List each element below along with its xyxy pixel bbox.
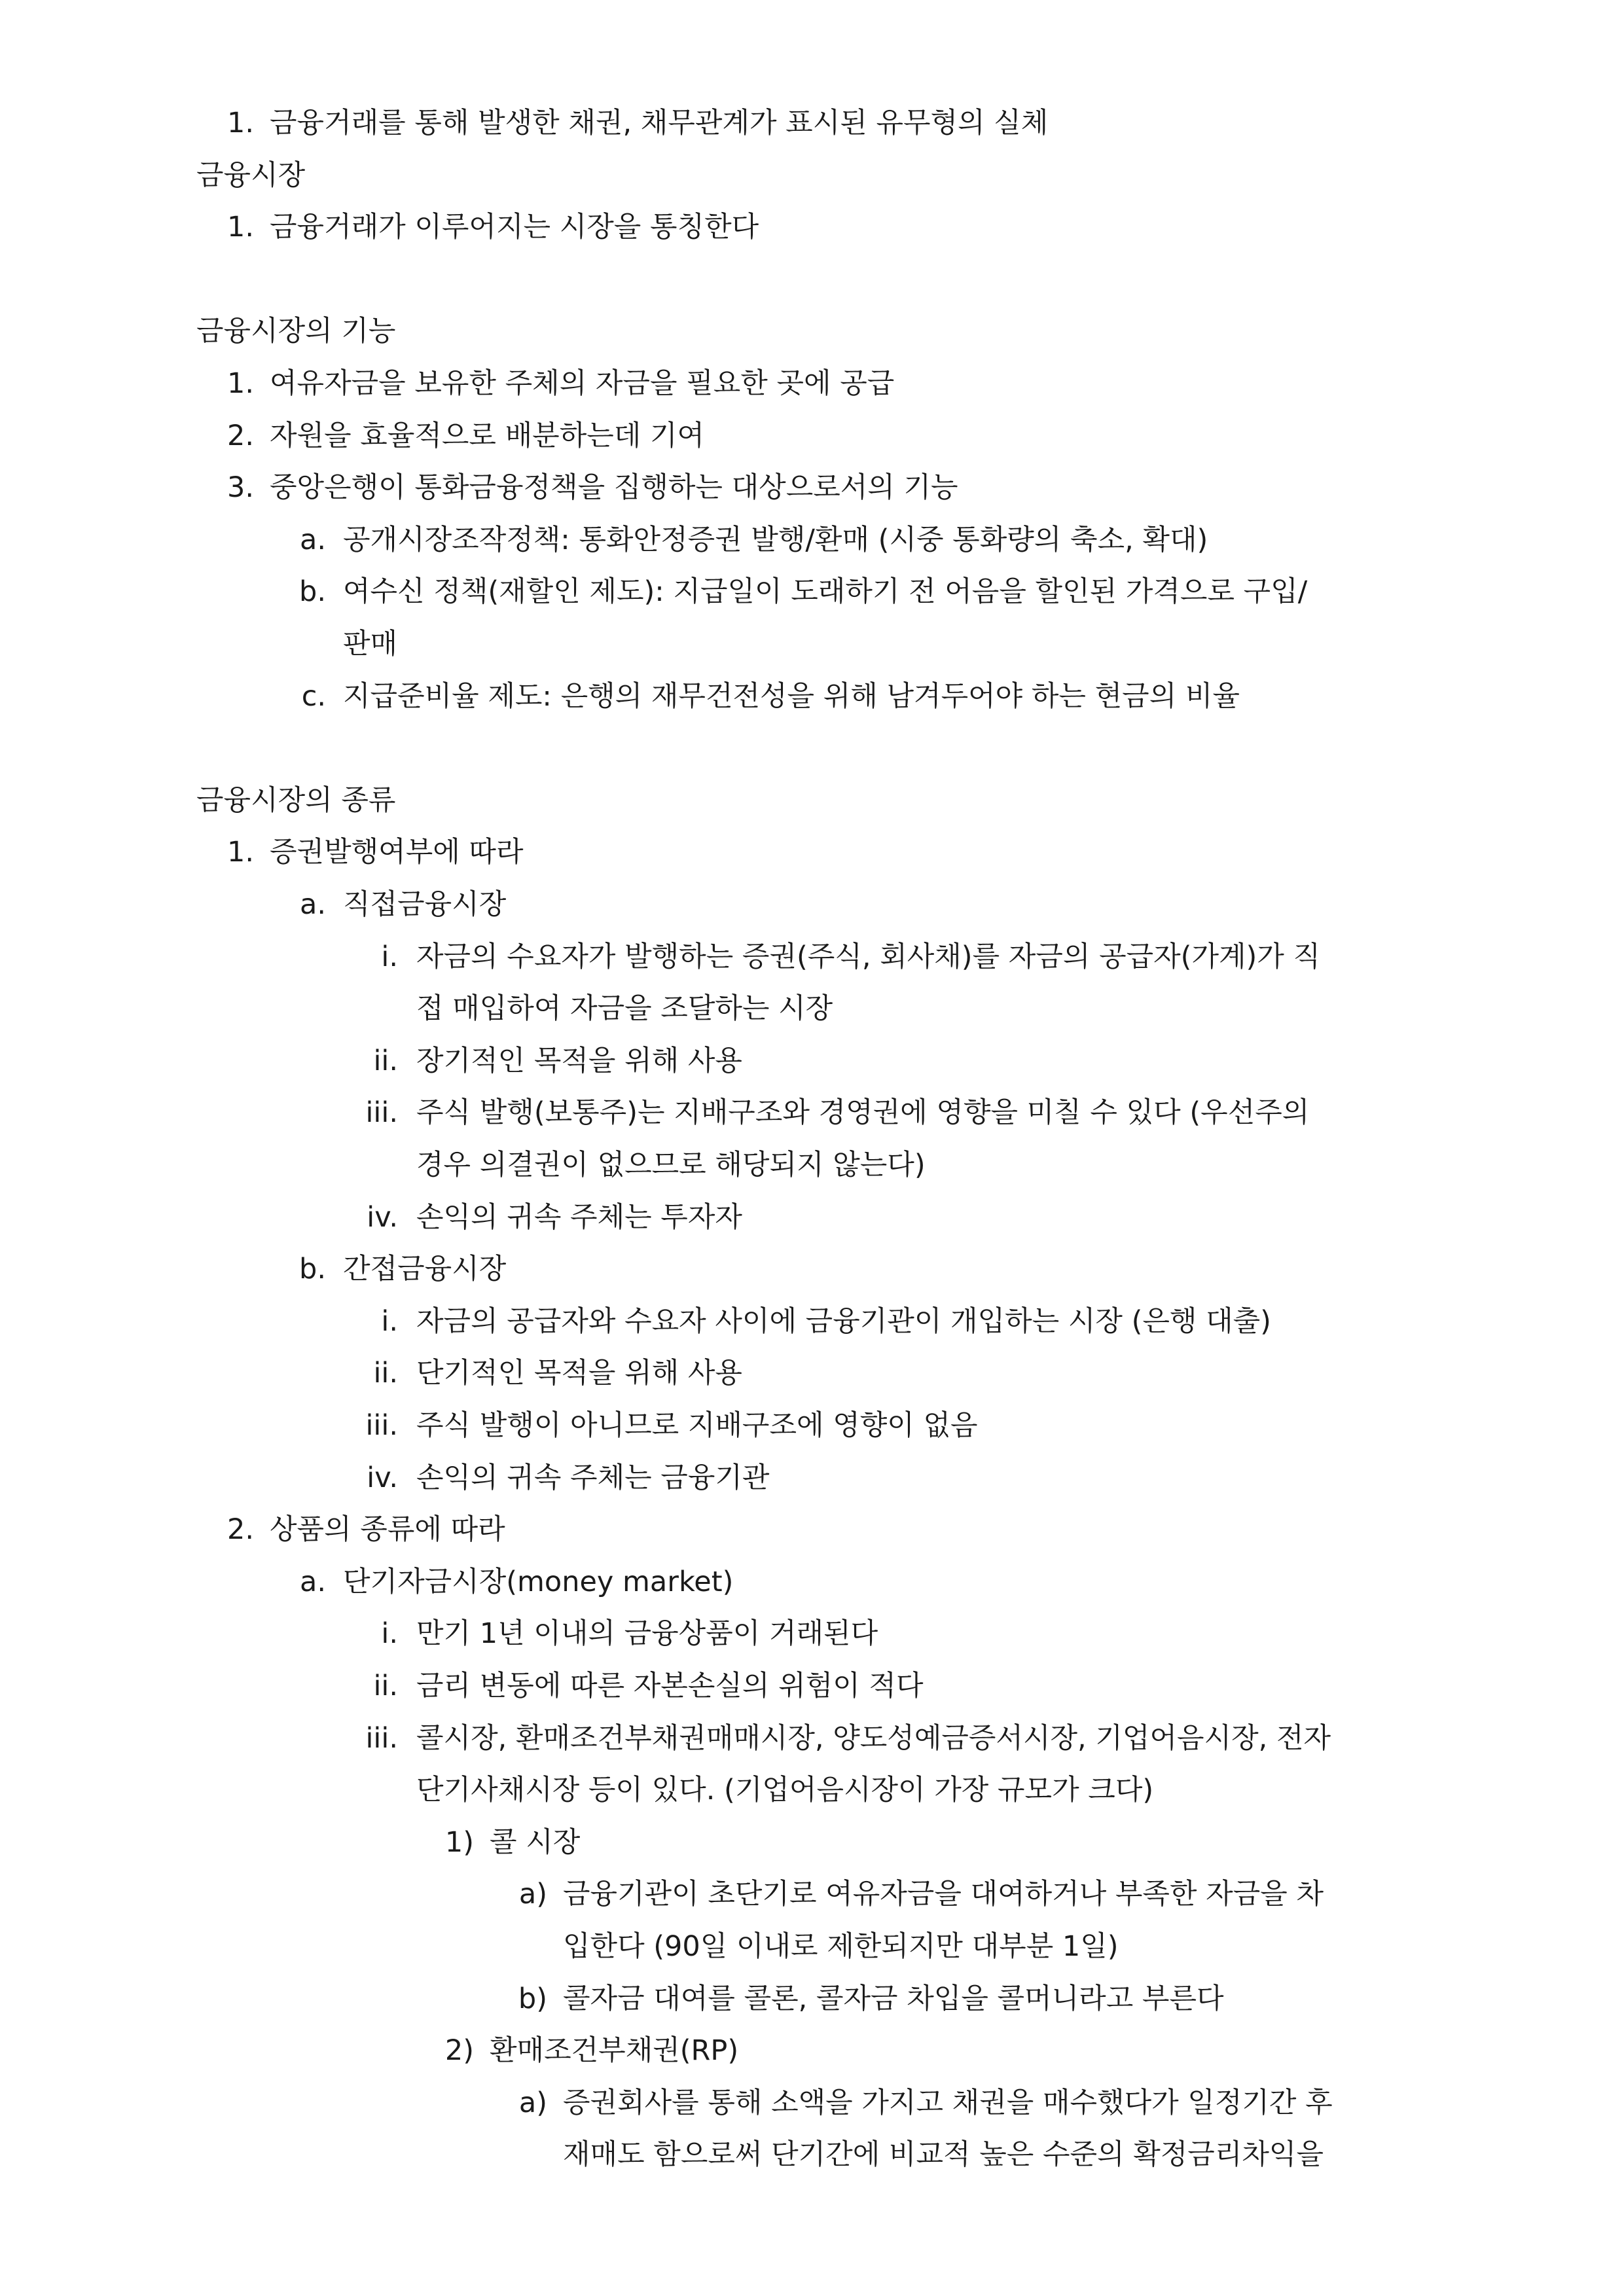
list-item <box>0 461 1624 514</box>
list-text: 환매조건부채권(RP) <box>490 2034 739 2068</box>
list-item <box>0 1452 1624 1504</box>
list-item <box>0 514 1624 566</box>
list-text: 손익의 귀속 주체는 금융기관 <box>416 1461 770 1494</box>
list-marker: 2. <box>226 419 254 452</box>
list-item <box>0 1973 1624 2025</box>
list-marker: i. <box>381 1304 398 1338</box>
list-item <box>0 565 1624 618</box>
list-marker: 3. <box>226 471 254 505</box>
section-heading <box>0 149 1624 202</box>
list-text: 직접금융시장 <box>343 888 507 921</box>
list-marker: 1. <box>226 367 254 400</box>
list-item <box>0 1035 1624 1087</box>
list-marker: ii. <box>373 1044 398 1077</box>
list-marker: 1) <box>444 1825 474 1859</box>
list-item <box>0 878 1624 931</box>
section-heading <box>0 253 1624 306</box>
list-text: 입한다 (90일 이내로 제한되지만 대부분 1일) <box>563 1930 1119 1963</box>
list-text: 여유자금을 보유한 주체의 자금을 필요한 곳에 공급 <box>270 367 895 400</box>
list-item <box>0 1764 1624 1816</box>
list-item <box>0 826 1624 878</box>
list-text: 단기자금시장(money market) <box>343 1565 734 1598</box>
list-item <box>0 618 1624 670</box>
list-text: 만기 1년 이내의 금융상품이 거래된다 <box>416 1617 878 1651</box>
list-marker: 2. <box>226 1513 254 1547</box>
list-item <box>0 1660 1624 1712</box>
list-item <box>0 1920 1624 1973</box>
list-item <box>0 2128 1624 2181</box>
list-text: 중앙은행이 통화금융정책을 집행하는 대상으로서의 기능 <box>270 471 958 505</box>
list-marker: b) <box>518 1982 547 2015</box>
list-item <box>0 2077 1624 2129</box>
list-marker: b. <box>299 1253 326 1286</box>
list-item <box>0 357 1624 410</box>
list-text: 단기사채시장 등이 있다. (기업어음시장이 가장 규모가 크다) <box>416 1774 1154 1807</box>
list-item <box>0 97 1624 149</box>
list-text: 경우 의결권이 없으므로 해당되지 않는다) <box>416 1149 926 1181</box>
list-item <box>0 1191 1624 1244</box>
list-marker: 1. <box>226 211 254 244</box>
section-heading <box>0 774 1624 827</box>
list-marker: i. <box>381 1617 398 1651</box>
list-item <box>0 1607 1624 1660</box>
list-text: 주식 발행이 아니므로 지배구조에 영향이 없음 <box>416 1409 978 1442</box>
list-text: 콜시장, 환매조건부채권매매시장, 양도성예금증서시장, 기업어음시장, 전자 <box>416 1721 1331 1755</box>
list-item <box>0 1399 1624 1452</box>
list-text: 장기적인 목적을 위해 사용 <box>416 1044 742 1077</box>
list-item <box>0 1816 1624 1869</box>
list-text: 금융시장의 종류 <box>196 783 396 817</box>
list-text: 단기적인 목적을 위해 사용 <box>416 1357 742 1390</box>
list-marker: a) <box>518 1878 547 1911</box>
list-item <box>0 931 1624 983</box>
list-text: 금리 변동에 따른 자본손실의 위험이 적다 <box>416 1670 924 1702</box>
section-heading <box>0 305 1624 357</box>
list-item <box>0 1712 1624 1765</box>
list-text: 콜자금 대여를 콜론, 콜자금 차입을 콜머니라고 부른다 <box>563 1982 1224 2015</box>
section-heading <box>0 722 1624 774</box>
list-marker: 1. <box>226 107 254 139</box>
list-text: 판매 <box>343 628 398 660</box>
list-marker: ii. <box>373 1357 398 1390</box>
list-text: 자금의 수요자가 발행하는 증권(주식, 회사채)를 자금의 공급자(가계)가 직 <box>416 940 1321 973</box>
list-item <box>0 1295 1624 1348</box>
list-item <box>0 410 1624 462</box>
list-text: 간접금융시장 <box>343 1253 507 1286</box>
list-item <box>0 1243 1624 1295</box>
list-item <box>0 201 1624 253</box>
list-marker: a) <box>518 2086 547 2119</box>
list-text: 자금의 공급자와 수요자 사이에 금융기관이 개입하는 시장 (은행 대출) <box>416 1304 1271 1338</box>
list-marker: a. <box>299 888 326 921</box>
list-marker: 2) <box>444 2034 474 2068</box>
list-marker: iv. <box>367 1200 398 1234</box>
list-text: 자원을 효율적으로 배분하는데 기여 <box>270 419 705 452</box>
list-item <box>0 2024 1624 2077</box>
list-marker: ii. <box>373 1670 398 1702</box>
list-item <box>0 1556 1624 1608</box>
list-marker: iii. <box>365 1721 398 1755</box>
list-marker: iii. <box>365 1096 398 1130</box>
list-text: 증권발행여부에 따라 <box>270 836 524 869</box>
list-text: 증권회사를 통해 소액을 가지고 채권을 매수했다가 일정기간 후 <box>563 2086 1333 2119</box>
list-marker: iii. <box>365 1409 398 1442</box>
list-marker: a. <box>299 523 326 556</box>
list-text: 금융시장의 기능 <box>196 315 396 348</box>
list-text: 금융거래를 통해 발생한 채권, 채무관계가 표시된 유무형의 실체 <box>270 107 1049 139</box>
list-item <box>0 670 1624 723</box>
list-marker: i. <box>381 940 398 973</box>
list-text: 공개시장조작정책: 통화안정증권 발행/환매 (시중 통화량의 축소, 확대) <box>343 523 1208 556</box>
list-text: 상품의 종류에 따라 <box>270 1513 505 1547</box>
list-marker: 1. <box>226 836 254 869</box>
list-item <box>0 1347 1624 1399</box>
list-text: 주식 발행(보통주)는 지배구조와 경영권에 영향을 미칠 수 있다 (우선주의 <box>416 1096 1310 1130</box>
list-text: 콜 시장 <box>490 1825 581 1859</box>
list-item <box>0 1503 1624 1556</box>
list-text: 금융기관이 초단기로 여유자금을 대여하거나 부족한 자금을 차 <box>563 1878 1324 1911</box>
list-item <box>0 982 1624 1035</box>
list-text: 접 매입하여 자금을 조달하는 시장 <box>416 992 833 1026</box>
list-text: 금융시장 <box>196 158 306 192</box>
list-text: 지급준비율 제도: 은행의 재무건전성을 위해 남겨두어야 하는 현금의 비율 <box>343 679 1240 713</box>
list-text: 여수신 정책(재할인 제도): 지급일이 도래하기 전 어음을 할인된 가격으로 구입/ <box>343 575 1308 609</box>
list-item <box>0 1086 1624 1139</box>
list-marker: a. <box>299 1565 326 1598</box>
list-text: 금융거래가 이루어지는 시장을 통칭한다 <box>270 211 759 244</box>
list-item <box>0 1868 1624 1920</box>
list-marker: iv. <box>367 1461 398 1494</box>
list-marker: b. <box>299 575 326 609</box>
list-text: 손익의 귀속 주체는 투자자 <box>416 1200 742 1234</box>
list-marker: c. <box>301 679 326 713</box>
list-text: 재매도 함으로써 단기간에 비교적 높은 수준의 확정금리차익을 <box>563 2138 1324 2172</box>
list-item <box>0 1139 1624 1191</box>
